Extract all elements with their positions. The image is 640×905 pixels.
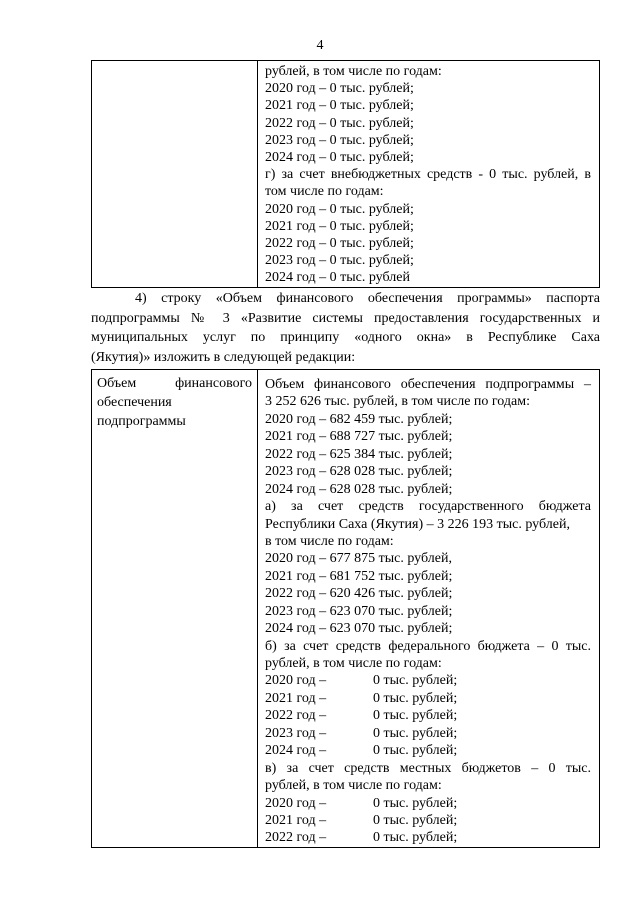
- text-line: 2022 год – 0 тыс. рублей;: [265, 235, 414, 251]
- label-line: обеспечения: [97, 395, 172, 410]
- text-line: 3 252 626 тыс. рублей, в том числе по годам:: [265, 394, 530, 410]
- text-line: 2021 год – 0 тыс. рублей;: [265, 98, 414, 114]
- text-line: 2021 год – 0 тыс. рублей;: [265, 218, 414, 234]
- year-label: 2020 год –: [265, 795, 327, 811]
- year-amount: 0 тыс. рублей;: [373, 725, 458, 741]
- text-line: 2023 год – 0 тыс. рублей;: [265, 132, 414, 148]
- year-row: [265, 690, 591, 707]
- label-cell: [92, 370, 258, 848]
- year-label: 2021 год –: [265, 690, 327, 706]
- text-line: 2021 год – 688 727 тыс. рублей;: [265, 429, 453, 445]
- text-line: том числе по годам:: [265, 184, 384, 200]
- financing-table: [91, 369, 600, 848]
- text-line: б) за счет средств федерального бюджета – 0 тыс.: [265, 638, 591, 654]
- text-line: 2022 год – 0 тыс. рублей;: [265, 115, 414, 131]
- text-line: 2024 год – 0 тыс. рублей;: [265, 149, 414, 165]
- text-line: 2020 год – 682 459 тыс. рублей;: [265, 411, 453, 427]
- text-line: а) за счет средств государственного бюджета: [265, 499, 591, 515]
- paragraph-line: 4) строку «Объем финансового обеспечения программы» паспорта: [135, 291, 600, 306]
- text-line: 2023 год – 628 028 тыс. рублей;: [265, 464, 453, 480]
- label-line: Объем финансового: [97, 376, 252, 391]
- text-line: 2023 год – 623 070 тыс. рублей;: [265, 603, 453, 619]
- text-line: в) за счет средств местных бюджетов – 0 тыс.: [265, 760, 591, 776]
- year-amount: 0 тыс. рублей;: [373, 708, 458, 724]
- year-label: 2023 год –: [265, 725, 327, 741]
- year-label: 2020 год –: [265, 673, 327, 689]
- text-line: 2021 год – 681 752 тыс. рублей;: [265, 568, 453, 584]
- year-row: [265, 812, 591, 829]
- year-row: [265, 725, 591, 742]
- year-amount: 0 тыс. рублей;: [373, 690, 458, 706]
- text-line: 2022 год – 620 426 тыс. рублей;: [265, 586, 453, 602]
- label-line: подпрограммы: [97, 414, 186, 429]
- year-label: 2022 год –: [265, 830, 327, 846]
- financing-table-continued: [91, 60, 600, 288]
- text-line: 2020 год – 0 тыс. рублей;: [265, 81, 414, 97]
- text-line: 2024 год – 623 070 тыс. рублей;: [265, 621, 453, 637]
- text-line: рублей, в том числе по годам:: [265, 656, 442, 671]
- text-line: 2024 год – 628 028 тыс. рублей;: [265, 481, 453, 497]
- page-number: 4: [316, 38, 324, 53]
- text-line: 2023 год – 0 тыс. рублей;: [265, 253, 414, 269]
- amendment-paragraph: [91, 289, 600, 367]
- year-row: [265, 707, 591, 724]
- text-line: в том числе по годам:: [265, 533, 394, 549]
- year-amount: 0 тыс. рублей;: [373, 673, 458, 689]
- year-amount: 0 тыс. рублей;: [373, 812, 458, 828]
- text-line: 2020 год – 677 875 тыс. рублей,: [265, 551, 452, 567]
- year-row: [265, 672, 591, 689]
- paragraph-line: подпрограммы № 3 «Развитие системы предоставления государственных и: [91, 310, 600, 326]
- year-label: 2024 год –: [265, 743, 327, 759]
- text-line: 2024 год – 0 тыс. рублей: [265, 270, 410, 286]
- text-line: 2020 год – 0 тыс. рублей;: [265, 201, 414, 217]
- text-line: г) за счет внебюджетных средств - 0 тыс. рублей, в: [265, 167, 591, 183]
- year-amount: 0 тыс. рублей;: [373, 830, 458, 846]
- text-line: рублей, в том числе по годам:: [265, 778, 442, 794]
- paragraph-line: муниципальных услуг по принципу «одного окна» в Республике Саха: [91, 330, 600, 345]
- year-row: [265, 795, 591, 812]
- paragraph-line: (Якутия)» изложить в следующей редакции:: [91, 349, 356, 365]
- year-row: [265, 829, 591, 846]
- text-line: Республики Саха (Якутия) – 3 226 193 тыс. рублей,: [265, 516, 570, 532]
- year-amount: 0 тыс. рублей;: [373, 795, 458, 811]
- year-amount: 0 тыс. рублей;: [373, 743, 458, 759]
- text-line: Объем финансового обеспечения подпрограммы –: [265, 377, 591, 392]
- year-label: 2022 год –: [265, 708, 327, 724]
- year-row: [265, 742, 591, 759]
- text-line: 2022 год – 625 384 тыс. рублей;: [265, 446, 453, 462]
- text-line: рублей, в том числе по годам:: [265, 64, 442, 79]
- year-label: 2021 год –: [265, 812, 327, 828]
- value-cell: [258, 370, 600, 848]
- label-cell-empty: [92, 61, 258, 288]
- value-cell: [258, 61, 600, 288]
